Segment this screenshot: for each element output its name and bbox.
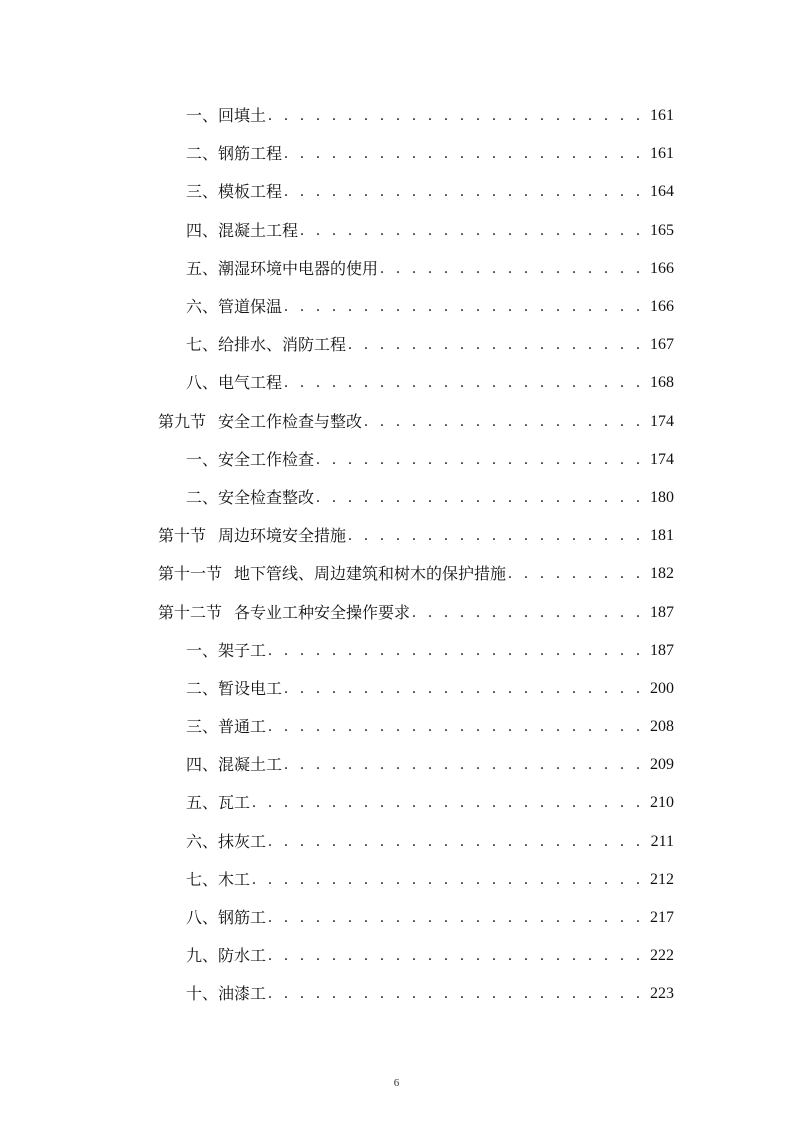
toc-entry-page: 222: [650, 947, 674, 965]
toc-entry-title: 安全工作检查: [218, 449, 315, 469]
toc-entry-title: 暂设电工: [218, 678, 283, 698]
toc-entry-number: 一、: [186, 640, 219, 660]
toc-entry-number: 第十二节: [158, 602, 223, 622]
toc-entry-page: 166: [650, 259, 674, 277]
toc-section-entry[interactable]: [158, 517, 674, 555]
toc-section-entry[interactable]: [158, 593, 674, 631]
toc-entry-title: 模板工程: [218, 182, 283, 202]
dot-leader: [284, 373, 644, 393]
toc-entry-page: 174: [650, 412, 674, 430]
dot-leader: [316, 488, 644, 508]
dot-leader: [268, 946, 644, 966]
toc-entry-page: 180: [650, 488, 674, 506]
dot-leader: [252, 870, 644, 890]
toc-entry-page: 210: [650, 794, 674, 812]
toc-entry[interactable]: [158, 97, 674, 135]
toc-entry-page: 211: [650, 832, 674, 850]
dot-leader: [268, 984, 644, 1004]
toc-entry-page: 166: [650, 298, 674, 316]
toc-entry-number: 第十一节: [158, 564, 223, 584]
toc-entry[interactable]: [158, 784, 674, 822]
toc-entry-number: 七、: [186, 869, 219, 889]
toc-entry-number: 三、: [186, 182, 219, 202]
dot-leader: [412, 603, 644, 623]
toc-entry-title: 木工: [218, 869, 251, 889]
toc-entry-number: 一、: [186, 449, 219, 469]
toc-entry-title: 安全检查整改: [218, 487, 315, 507]
toc-entry-page: 174: [650, 450, 674, 468]
toc-entry[interactable]: [158, 250, 674, 288]
toc-entry-page: 187: [650, 641, 674, 659]
toc-entry-page: 161: [650, 145, 674, 163]
toc-entry-title: 钢筋工: [218, 908, 267, 928]
toc-entry-number: 四、: [186, 220, 219, 240]
toc-entry[interactable]: [158, 326, 674, 364]
toc-entry-title: 安全工作检查与整改: [218, 411, 363, 431]
toc-entry-page: 223: [650, 985, 674, 1003]
toc-entry[interactable]: [158, 823, 674, 861]
toc-entry-page: 181: [650, 527, 674, 545]
toc-entry-title: 普通工: [218, 717, 267, 737]
toc-entry-title: 电气工程: [218, 373, 283, 393]
dot-leader: [284, 182, 644, 202]
toc-entry-number: 二、: [186, 678, 219, 698]
toc-section-entry[interactable]: [158, 555, 674, 593]
toc-entry-page: 209: [650, 756, 674, 774]
dot-leader: [268, 832, 644, 852]
toc-entry-number: 八、: [186, 373, 219, 393]
toc-entry[interactable]: [158, 861, 674, 899]
toc-entry-page: 182: [650, 565, 674, 583]
toc-section-entry[interactable]: [158, 403, 674, 441]
dot-leader: [284, 755, 644, 775]
toc-entry-number: 六、: [186, 297, 219, 317]
dot-leader: [380, 259, 644, 279]
dot-leader: [268, 641, 644, 661]
dot-leader: [316, 450, 644, 470]
table-of-contents: [158, 97, 674, 1014]
toc-entry-number: 四、: [186, 755, 219, 775]
toc-entry-title: 周边环境安全措施: [218, 526, 347, 546]
dot-leader: [268, 106, 644, 126]
toc-entry-page: 217: [650, 909, 674, 927]
toc-entry-title: 架子工: [218, 640, 267, 660]
dot-leader: [268, 908, 644, 928]
toc-entry-title: 钢筋工程: [218, 144, 283, 164]
toc-entry[interactable]: [158, 173, 674, 211]
toc-entry[interactable]: [158, 746, 674, 784]
toc-entry-title: 回填土: [218, 106, 267, 126]
toc-entry[interactable]: [158, 670, 674, 708]
toc-entry[interactable]: [158, 212, 674, 250]
toc-entry-number: 二、: [186, 144, 219, 164]
toc-entry[interactable]: [158, 441, 674, 479]
toc-entry-title: 混凝土工: [218, 755, 283, 775]
toc-entry-number: 第九节: [158, 411, 207, 431]
toc-entry-page: 165: [650, 221, 674, 239]
toc-entry-page: 168: [650, 374, 674, 392]
dot-leader: [268, 717, 644, 737]
dot-leader: [284, 144, 644, 164]
toc-entry-title: 各专业工种安全操作要求: [234, 602, 411, 622]
toc-entry-number: 五、: [186, 258, 219, 278]
toc-entry-title: 管道保温: [218, 297, 283, 317]
toc-entry-number: 六、: [186, 831, 219, 851]
toc-entry-number: 五、: [186, 793, 219, 813]
toc-entry-page: 161: [650, 107, 674, 125]
toc-entry-number: 九、: [186, 946, 219, 966]
toc-entry-title: 瓦工: [218, 793, 251, 813]
toc-entry[interactable]: [158, 708, 674, 746]
toc-entry-number: 一、: [186, 106, 219, 126]
toc-entry-title: 抹灰工: [218, 831, 267, 851]
toc-entry-title: 给排水、消防工程: [218, 335, 347, 355]
dot-leader: [348, 335, 644, 355]
toc-entry-title: 防水工: [218, 946, 267, 966]
toc-entry[interactable]: [158, 975, 674, 1013]
toc-entry[interactable]: [158, 364, 674, 402]
dot-leader: [252, 793, 644, 813]
toc-entry-page: 200: [650, 679, 674, 697]
toc-entry-number: 七、: [186, 335, 219, 355]
toc-entry-title: 潮湿环境中电器的使用: [218, 258, 379, 278]
toc-entry-page: 212: [650, 870, 674, 888]
toc-entry-number: 第十节: [158, 526, 207, 546]
toc-entry-number: 十、: [186, 984, 219, 1004]
toc-entry-page: 164: [650, 183, 674, 201]
dot-leader: [284, 297, 644, 317]
toc-entry-title: 混凝土工程: [218, 220, 299, 240]
toc-entry-page: 167: [650, 336, 674, 354]
toc-entry[interactable]: [158, 135, 674, 173]
toc-entry-number: 八、: [186, 908, 219, 928]
toc-entry-number: 二、: [186, 487, 219, 507]
toc-entry[interactable]: [158, 288, 674, 326]
toc-entry-title: 地下管线、周边建筑和树木的保护措施: [234, 564, 507, 584]
dot-leader: [284, 679, 644, 699]
dot-leader: [364, 412, 644, 432]
toc-entry-page: 187: [650, 603, 674, 621]
page-number: 6: [393, 1077, 400, 1089]
toc-entry[interactable]: [158, 899, 674, 937]
dot-leader: [300, 221, 644, 241]
dot-leader: [348, 526, 644, 546]
toc-entry-number: 三、: [186, 717, 219, 737]
toc-entry[interactable]: [158, 632, 674, 670]
toc-entry[interactable]: [158, 937, 674, 975]
toc-entry-title: 油漆工: [218, 984, 267, 1004]
toc-entry[interactable]: [158, 479, 674, 517]
dot-leader: [508, 564, 644, 584]
toc-entry-page: 208: [650, 718, 674, 736]
